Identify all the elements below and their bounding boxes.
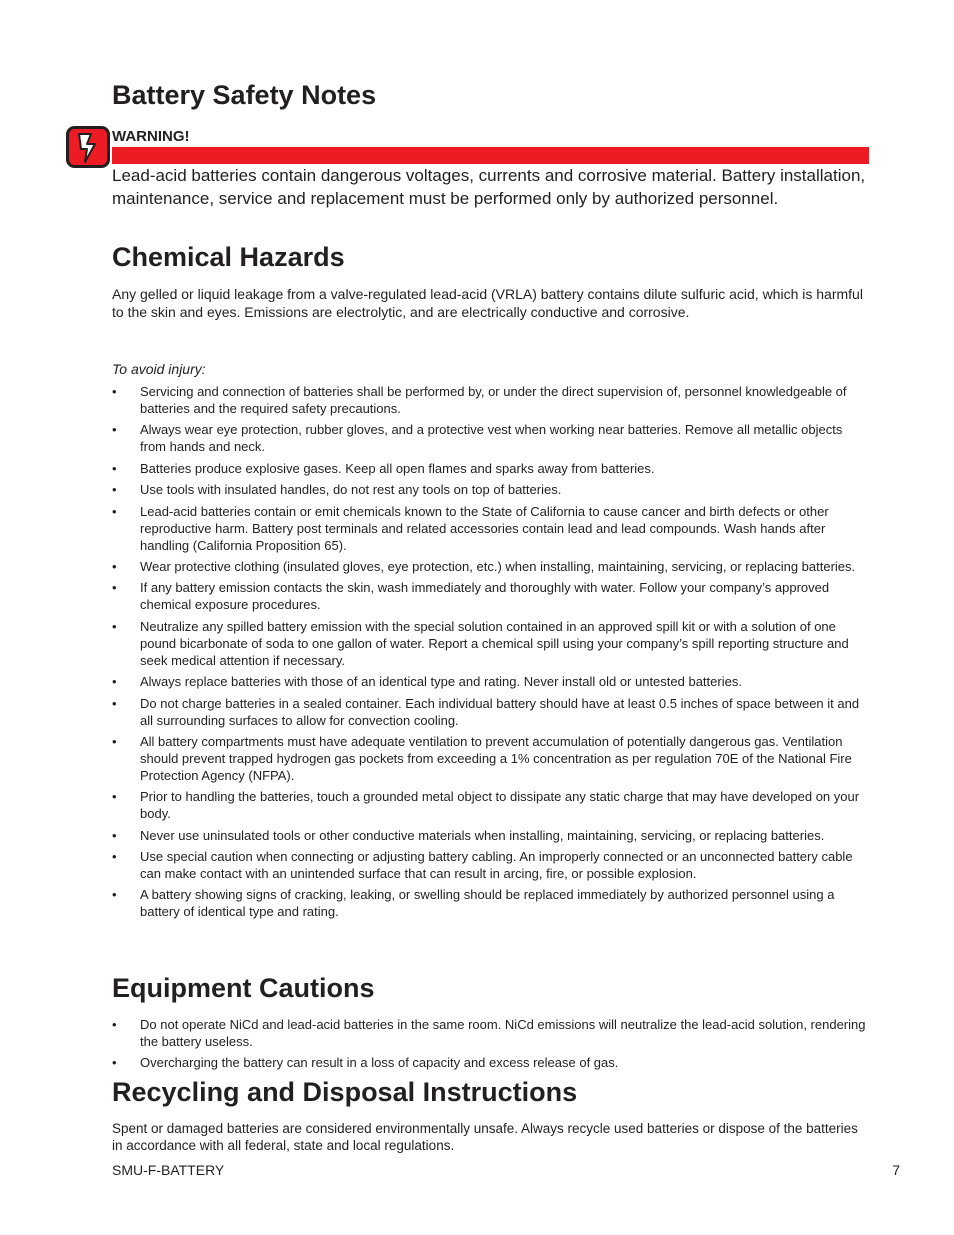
heading-chemical-hazards: Chemical Hazards bbox=[112, 242, 345, 272]
list-item: • Always replace batteries with those of an identical type and rating. Never install old or untested batteries. bbox=[112, 674, 742, 690]
list-item: • Do not operate NiCd and lead-acid batteries in the same room. NiCd emissions will neutralize the lead-acid solution, rendering the battery useless. bbox=[112, 1017, 866, 1049]
recycling-text: Spent or damaged batteries are considered environmentally unsafe. Always recycle used batteries or dispose of the batteries in accordance with all federal, state and local regulations. bbox=[112, 1121, 858, 1153]
list-item: • Neutralize any spilled battery emission with the special solution contained in an approved spill kit or with a solution of one pound bicarbonate of soda to one gallon of water. Report a chemical spill using your company’s spill reporting structure and seek medical attention if necessary. bbox=[112, 618, 849, 668]
list-item: • If any battery emission contacts the skin, wash immediately and thoroughly with water. Follow your company’s approved chemical exposure procedures. bbox=[112, 580, 830, 613]
list-item: • Overcharging the battery can result in a loss of capacity and excess release of gas. bbox=[112, 1055, 619, 1071]
footer-doc-id: SMU-F-BATTERY bbox=[112, 1162, 225, 1178]
chemical-hazards-intro: Any gelled or liquid leakage from a valve-regulated lead-acid (VRLA) battery contains dilute sulfuric acid, which is harmful to the skin and eyes. Emissions are electrolytic, and are electrically conductive and corrosive. bbox=[112, 286, 863, 320]
list-item: • Servicing and connection of batteries shall be performed by, or under the direct supervision of, personnel knowledgeable of batteries and the required safety precautions. bbox=[112, 384, 847, 416]
heading-recycling-disposal: Recycling and Disposal Instructions bbox=[112, 1077, 578, 1107]
list-item: • Use tools with insulated handles, do not rest any tools on top of batteries. bbox=[112, 482, 562, 498]
list-item: • Use special caution when connecting or adjusting battery cabling. An improperly connected or an unconnected battery cable can make contact with an unintended surface that can result in arcing, fire, or possible explosion. bbox=[112, 849, 853, 882]
equipment-cautions-list bbox=[112, 1016, 869, 1076]
list-item: • Do not charge batteries in a sealed container. Each individual battery should have at least 0.5 inches of space between it and all surrounding surfaces to allow for convection cooling. bbox=[112, 695, 860, 728]
avoid-injury-label: To avoid injury: bbox=[112, 361, 206, 377]
warning-bar bbox=[112, 147, 869, 164]
list-item: • All battery compartments must have adequate ventilation to prevent accumulation of potentially dangerous gas. Ventilation should prevent trapped hydrogen gas pockets from exceeding a 1% concentration as per regulation 70E of the National Fire Protection Agency (NFPA). bbox=[112, 733, 852, 783]
list-item: • Lead-acid batteries contain or emit chemicals known to the State of California to cause cancer and birth defects or other reproductive harm. Battery post terminals and related accessories contain lead and lead compounds. Wash hands after handling (California Proposition 65). bbox=[112, 503, 829, 553]
chemical-hazards-list bbox=[112, 383, 869, 925]
list-item: • A battery showing signs of cracking, leaking, or swelling should be replaced immediately by authorized personnel using a battery of identical type and rating. bbox=[112, 887, 835, 920]
list-item: • Never use uninsulated tools or other conductive materials when installing, maintaining, servicing, or replacing batteries. bbox=[112, 827, 825, 843]
warning-text: Lead-acid batteries contain dangerous voltages, currents and corrosive material. Battery installation, maintenance, service and replacement must be performed only by authorized personnel. bbox=[112, 166, 866, 208]
heading-equipment-cautions: Equipment Cautions bbox=[112, 973, 375, 1003]
footer-page-number: 7 bbox=[892, 1162, 900, 1178]
list-item: • Wear protective clothing (insulated gloves, eye protection, etc.) when installing, maintaining, servicing, or replacing batteries. bbox=[112, 558, 856, 574]
list-item: • Batteries produce explosive gases. Keep all open flames and sparks away from batteries. bbox=[112, 460, 655, 476]
warning-label: WARNING! bbox=[112, 128, 190, 145]
electrical-hazard-icon bbox=[66, 126, 110, 168]
heading-battery-safety-notes: Battery Safety Notes bbox=[112, 80, 377, 110]
list-item: • Always wear eye protection, rubber gloves, and a protective vest when working near batteries. Remove all metallic objects from hands and neck. bbox=[112, 422, 843, 455]
list-item: • Prior to handling the batteries, touch a grounded metal object to dissipate any static charge that may have developed on your body. bbox=[112, 789, 860, 822]
